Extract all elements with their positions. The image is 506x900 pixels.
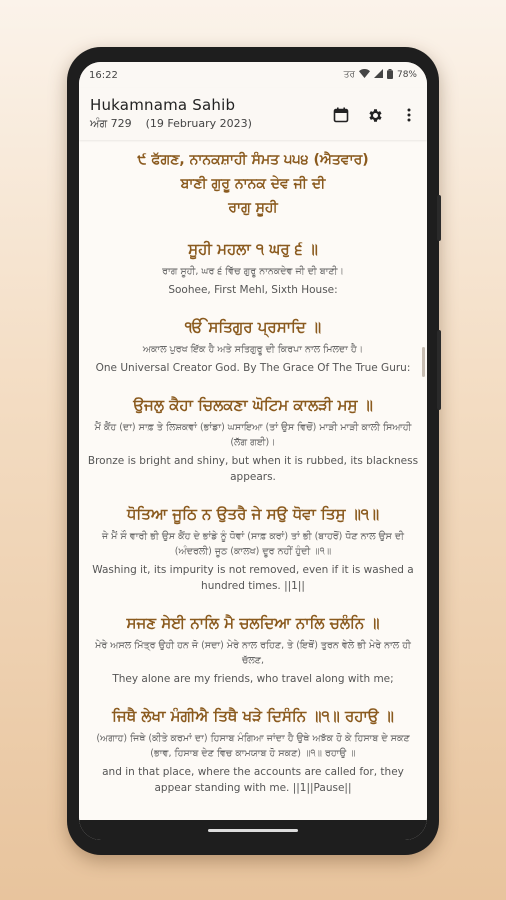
wifi-icon	[359, 69, 370, 81]
status-time: 16:22	[89, 69, 118, 81]
verse-block	[85, 503, 421, 594]
ang-number: ਅੰਗ 729	[90, 117, 132, 130]
phone-power-button	[437, 195, 441, 241]
verse-english-translation: They alone are my friends, who travel along with me;	[112, 673, 394, 685]
battery-percent: 78%	[396, 70, 417, 80]
battery-icon	[387, 69, 393, 82]
verse-gurmukhi: ਜਿਥੈ ਲੇਖਾ ਮੰਗੀਐ ਤਿਥੈ ਖੜੇ ਦਿਸੰਨਿ ॥੧॥ ਰਹਾਉ ॥	[112, 707, 394, 725]
verse-english-translation: and in that place, where the accounts are called for, they appear standing with me. ||1||Pause||	[102, 766, 404, 794]
verse-english-translation: Washing it, its impurity is not removed, even if it is washed a hundred times. ||1||	[92, 564, 414, 592]
verse-block	[85, 394, 421, 485]
network-type-icon: ਤਰ	[343, 70, 355, 80]
verse-english-translation: Bronze is bright and shiny, but when it is rubbed, its blackness appears.	[87, 455, 419, 483]
hukamnama-date: (19 February 2023)	[145, 117, 252, 130]
verse-english-translation: Soohee, First Mehl, Sixth House:	[168, 284, 338, 296]
hukamnama-content[interactable]	[79, 140, 427, 820]
page-title: Hukamnama Sahib	[90, 96, 236, 114]
verse-punjabi-translation: ਮੈਂ ਕੈਂਹ (ਦਾ) ਸਾਫ਼ ਤੇ ਲਿਸ਼ਕਵਾਂ (ਭਾਂਡਾ) ਘਸਾਇਆ (ਤਾਂ ਉਸ ਵਿਚੋਂ) ਮਾੜੀ ਮਾੜੀ ਕਾਲੀ ਸਿਆਹੀ (ਲੱਗ ਗਈ)।	[94, 422, 412, 448]
verse-punjabi-translation: ਅਕਾਲ ਪੁਰਖ ਇੱਕ ਹੈ ਅਤੇ ਸਤਿਗੁਰੂ ਦੀ ਕਿਰਪਾ ਨਾਲ ਮਿਲਦਾ ਹੈ।	[142, 344, 364, 355]
verse-block	[85, 238, 421, 298]
verse-punjabi-translation: (ਅਗਾਹ) ਜਿਥੇ (ਕੀਤੇ ਕਰਮਾਂ ਦਾ) ਹਿਸਾਬ ਮੰਗਿਆ ਜਾਂਦਾ ਹੈ ਉਥੇ ਅਝੱਕ ਹੋ ਕੇ ਹਿਸਾਬ ਦੇ ਸਕਣ (ਭਾਵ, ਹਿਸਾਬ ਦੇਣ ਵਿਚ ਕਾਮਯਾਬ ਹੋ ਸਕਣ) ॥੧॥ ਰਹਾਉ ॥	[96, 733, 410, 759]
navigation-bar	[79, 820, 427, 840]
settings-icon[interactable]	[365, 105, 385, 125]
verse-punjabi-translation: ਰਾਗ ਸੂਹੀ, ਘਰ ੬ ਵਿੱਚ ਗੁਰੂ ਨਾਨਕਦੇਵ ਜੀ ਦੀ ਬਾਣੀ।	[162, 266, 344, 277]
signal-icon	[374, 69, 383, 81]
verse-english-translation: One Universal Creator God. By The Grace Of The True Guru:	[95, 362, 411, 374]
gesture-handle[interactable]	[208, 829, 298, 832]
verse-gurmukhi: ਸਜਣ ਸੇਈ ਨਾਲਿ ਮੈ ਚਲਦਿਆ ਨਾਲਿ ਚਲੰਨਿ ॥	[126, 614, 380, 632]
app-bar	[79, 88, 427, 140]
app-bar-actions	[331, 105, 419, 125]
more-icon[interactable]	[399, 105, 419, 125]
calendar-icon[interactable]	[331, 105, 351, 125]
status-bar	[79, 62, 427, 88]
phone-screen	[79, 62, 427, 840]
raag-name: ਰਾਗੁ ਸੂਹੀ	[228, 200, 278, 216]
nanakshahi-date: ੯ ਫੱਗਣ, ਨਾਨਕਸ਼ਾਹੀ ਸੰਮਤ ੫੫੪ (ਐਤਵਾਰ)	[137, 152, 369, 168]
verse-gurmukhi: ਸੂਹੀ ਮਹਲਾ ੧ ਘਰੁ ੬ ॥	[188, 240, 318, 258]
verse-gurmukhi: ਉਜਲੁ ਕੈਹਾ ਚਿਲਕਣਾ ਘੋਟਿਮ ਕਾਲੜੀ ਮਸੁ ॥	[133, 396, 373, 414]
verse-punjabi-translation: ਮੇਰੇ ਅਸਲ ਮਿੱਤ੍ਰ ਉਹੀ ਹਨ ਜੋ (ਸਦਾ) ਮੇਰੇ ਨਾਲ ਰਹਿਣ, ਤੇ (ਇਥੋਂ) ਤੁਰਨ ਵੇਲੇ ਭੀ ਮੇਰੇ ਨਾਲ ਹੀ ਚੱਲਣ,	[95, 640, 411, 666]
phone-volume-button	[437, 330, 441, 410]
status-icons	[344, 69, 417, 82]
verse-block	[85, 316, 421, 376]
verse-block	[85, 612, 421, 687]
verse-gurmukhi: ਧੋਤਿਆ ਜੂਠਿ ਨ ਉਤਰੈ ਜੇ ਸਉ ਧੋਵਾ ਤਿਸੁ ॥੧॥	[126, 505, 380, 523]
verse-gurmukhi: ੴ ਸਤਿਗੁਰ ਪ੍ਰਸਾਦਿ ॥	[184, 318, 322, 336]
verse-punjabi-translation: ਜੇ ਮੈਂ ਸੌ ਵਾਰੀ ਭੀ ਉਸ ਕੈਂਹ ਦੇ ਭਾਂਡੇ ਨੂੰ ਧੋਵਾਂ (ਸਾਫ਼ ਕਰਾਂ) ਤਾਂ ਭੀ (ਬਾਹਰੋਂ) ਧੋਣ ਨਾਲ ਉਸ ਦੀ (ਅੰਦਰਲੀ) ਜੂਠ (ਕਾਲਖ) ਦੂਰ ਨਹੀਂ ਹੁੰਦੀ ॥੧॥	[101, 531, 405, 557]
scrollbar[interactable]	[422, 347, 425, 377]
verse-block	[85, 705, 421, 796]
bani-author: ਬਾਣੀ ਗੁਰੂ ਨਾਨਕ ਦੇਵ ਜੀ ਦੀ	[180, 176, 326, 192]
